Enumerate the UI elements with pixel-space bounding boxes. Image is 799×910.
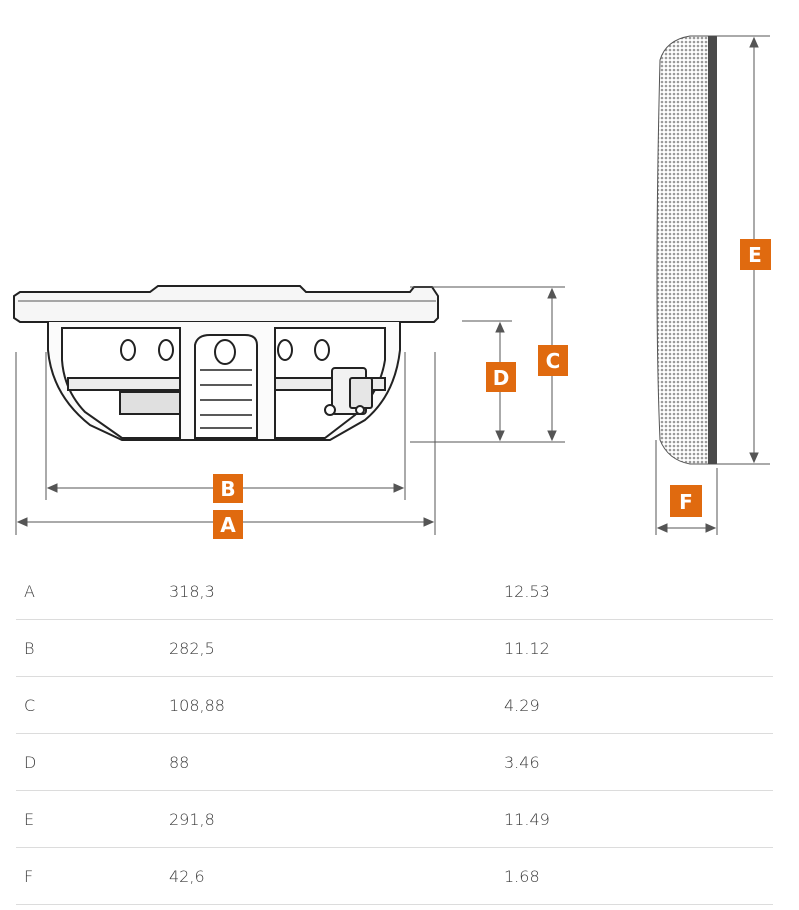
dimension-label-E xyxy=(740,239,771,270)
speaker-side-view xyxy=(14,286,438,440)
dimension-label-D xyxy=(486,362,516,392)
row-inch-value: 1.68 xyxy=(504,848,773,905)
dimensions-table xyxy=(16,563,773,905)
svg-text:C: C xyxy=(545,349,561,373)
dimension-label-F xyxy=(670,485,702,517)
row-mm-value: 318,3 xyxy=(169,563,504,620)
table-row xyxy=(16,620,773,677)
row-inch-value: 11.12 xyxy=(504,620,773,677)
row-label: C xyxy=(16,677,169,734)
svg-text:D: D xyxy=(492,366,510,390)
row-mm-value: 42,6 xyxy=(169,848,504,905)
row-label: E xyxy=(16,791,169,848)
row-label: A xyxy=(16,563,169,620)
table-row xyxy=(16,848,773,905)
row-mm-value: 108,88 xyxy=(169,677,504,734)
row-label: D xyxy=(16,734,169,791)
row-label: F xyxy=(16,848,169,905)
row-label: B xyxy=(16,620,169,677)
row-mm-value: 291,8 xyxy=(169,791,504,848)
svg-text:B: B xyxy=(220,477,236,501)
row-inch-value: 12.53 xyxy=(504,563,773,620)
dimension-label-C xyxy=(538,345,568,376)
svg-text:A: A xyxy=(220,513,236,537)
row-inch-value: 11.49 xyxy=(504,791,773,848)
svg-text:E: E xyxy=(748,243,762,267)
svg-text:F: F xyxy=(679,490,693,514)
row-inch-value: 3.46 xyxy=(504,734,773,791)
dimension-label-B xyxy=(213,474,243,503)
table-row xyxy=(16,563,773,620)
row-mm-value: 282,5 xyxy=(169,620,504,677)
row-mm-value: 88 xyxy=(169,734,504,791)
dimension-label-A xyxy=(213,510,243,539)
table-row xyxy=(16,734,773,791)
table-row xyxy=(16,791,773,848)
speaker-front-profile-view xyxy=(657,36,717,464)
row-inch-value: 4.29 xyxy=(504,677,773,734)
table-row xyxy=(16,677,773,734)
